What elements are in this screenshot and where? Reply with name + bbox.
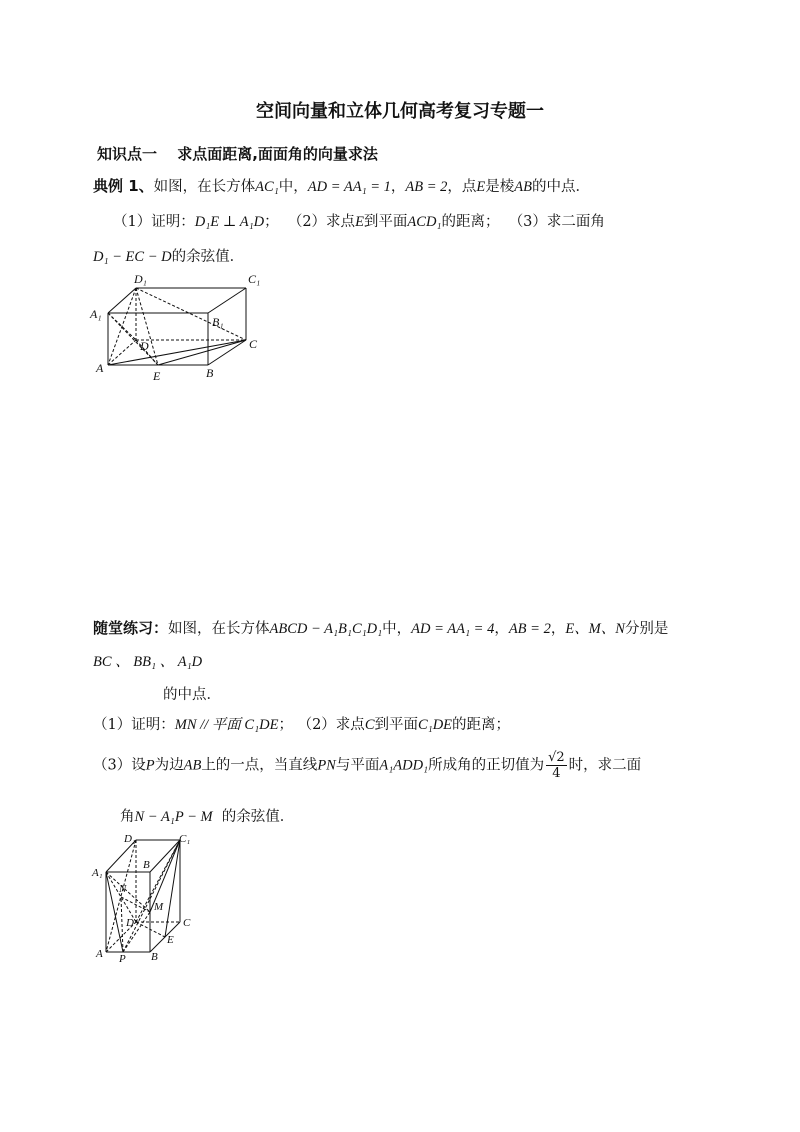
math: AB [183, 757, 202, 774]
text: 是棱 [485, 179, 515, 195]
fig1-label-B: B [206, 366, 214, 380]
math: C₁DE [417, 717, 453, 733]
exercise-label: 随堂练习： [93, 619, 169, 637]
q1-label: （1）证明： [113, 214, 195, 230]
math: AD = AA₁ = 4 [411, 621, 495, 637]
text: 分别是 [624, 621, 669, 637]
fig1-label-C: C [249, 337, 258, 351]
fig2-label-A1: A₁ [92, 867, 103, 879]
fig2-label-A: A [96, 948, 103, 960]
fraction-sqrt2-over-4 [546, 750, 567, 781]
text: 到平面 [363, 214, 408, 230]
fig2-label-N: N [119, 883, 127, 895]
q1-label: （1）证明： [93, 717, 175, 733]
fig2-label-D: D [126, 917, 134, 929]
text: 的余弦值． [171, 249, 245, 265]
text: 角 [120, 809, 135, 825]
math: N − A₁P − M [134, 809, 213, 825]
text: 的中点． [531, 179, 590, 195]
exercise-line [93, 617, 668, 638]
exercise-q3 [93, 750, 641, 781]
section1-heading: 知识点一 求点面距离,面面角的向量求法 [97, 145, 378, 163]
fig1-label-B1: B₁ [212, 315, 224, 329]
frac-num: √2 [548, 750, 565, 765]
math: PN [317, 757, 336, 774]
fig2-label-P: P [119, 953, 126, 965]
math: AB = 2 [508, 621, 551, 637]
text: 上的一点，当直线 [201, 757, 318, 774]
exercise-q3-cont [120, 805, 294, 826]
math: E [355, 214, 364, 230]
math: AB = 2 [405, 179, 448, 195]
figure1-cuboid [88, 270, 268, 385]
math: ACD₁ [407, 214, 442, 230]
math: D₁E ⊥ A₁D [194, 214, 265, 230]
frac-den: 4 [552, 766, 561, 781]
math: AD = AA₁ = 1 [307, 179, 391, 195]
text: 如图，在长方体 [168, 621, 270, 637]
text: 时，求二面 [568, 757, 642, 774]
fig1-label-D: D [140, 339, 149, 353]
text: ， [550, 621, 566, 637]
text: 如图，在长方体 [153, 179, 256, 195]
fig1-label-C1: C₁ [248, 272, 261, 286]
math: P [145, 757, 155, 774]
math: AB [514, 179, 532, 195]
math: ABCD − A₁B₁C₁D₁ [269, 621, 383, 637]
text: 的距离； [441, 214, 500, 230]
math: A₁ADD₁ [379, 757, 429, 774]
fig1-label-A1: A₁ [90, 307, 102, 321]
fig2-label-E: E [167, 934, 174, 946]
fig2-label-B-top: B [143, 859, 150, 871]
fig2-label-C1: C₁ [179, 833, 191, 845]
text: 的余弦值． [221, 809, 295, 825]
text: 所成角的正切值为 [428, 757, 545, 774]
math: D₁ − EC − D [93, 249, 172, 265]
text: 中， [278, 179, 308, 195]
text: ，点 [447, 179, 477, 195]
fig2-label-D1: D₁ [124, 833, 136, 845]
math: C [364, 717, 375, 733]
text: 的距离； [452, 717, 511, 733]
example-label: 典例 1、 [93, 177, 154, 195]
exercise-segments: BC 、 BB₁ 、 A₁D [93, 654, 203, 670]
q3-label: （3）求二面角 [508, 214, 605, 230]
text: 中， [382, 621, 412, 637]
text: 到平面 [374, 717, 418, 733]
exercise-q1-q2 [93, 713, 510, 734]
q2-label: （2）求点 [297, 717, 365, 733]
example1-questions [113, 210, 605, 231]
fig1-label-E: E [153, 369, 161, 383]
text: ； [278, 717, 293, 733]
math: E、M、N [565, 621, 625, 637]
fig1-label-D1: D₁ [134, 272, 147, 286]
page-title: 空间向量和立体几何高考复习专题一 [256, 101, 544, 122]
text: ， [494, 621, 509, 637]
math: E [476, 179, 486, 195]
math: AC₁ [255, 179, 279, 195]
q3-label: （3）设 [93, 757, 146, 774]
text: ， [390, 179, 406, 195]
text: 与平面 [335, 757, 380, 774]
text: ； [264, 214, 279, 230]
fig2-label-M: M [154, 901, 164, 913]
exercise-line2: 的中点． [163, 687, 221, 703]
math: MN // 平面 C₁DE [174, 717, 279, 733]
q2-label: （2）求点 [287, 214, 356, 230]
figure2-cuboid [88, 830, 208, 965]
text: 为边 [154, 757, 184, 774]
example1-line [93, 175, 590, 196]
fig1-label-A: A [96, 361, 104, 375]
fig2-label-C: C [183, 917, 191, 929]
fig2-label-B: B [151, 951, 158, 963]
example1-q3-cont [93, 245, 244, 266]
